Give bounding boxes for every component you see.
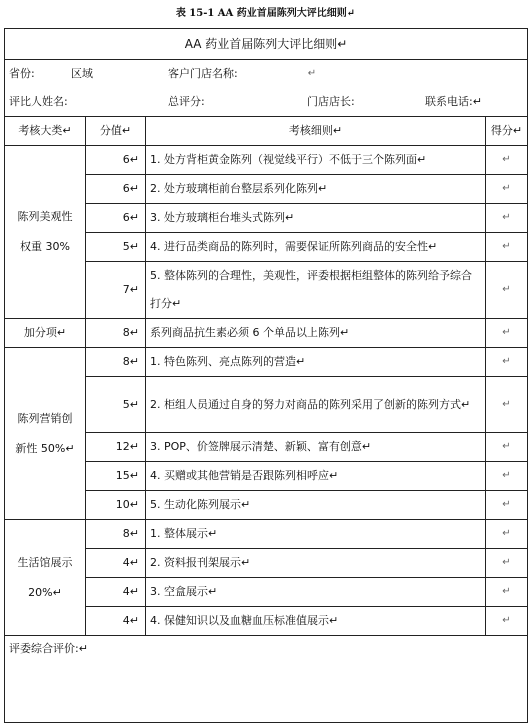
- criteria-cell: 3. POP、价签牌展示清楚、新颖、富有创意↵: [146, 433, 486, 462]
- score-cell: 5↵: [86, 233, 146, 262]
- overall-evaluation[interactable]: 评委综合评价:↵: [5, 636, 528, 723]
- store-name-label: 客户门店名称:: [168, 67, 238, 80]
- score-cell: 12↵: [86, 433, 146, 462]
- category-cell: 生活馆展示 20%↵: [5, 520, 86, 636]
- province-label: 省份:: [9, 67, 35, 80]
- score-cell: 4↵: [86, 549, 146, 578]
- category-cell: 陈列美观性 权重 30%: [5, 146, 86, 319]
- score-cell: 6↵: [86, 146, 146, 175]
- score-cell: 6↵: [86, 204, 146, 233]
- score-cell: 10↵: [86, 491, 146, 520]
- evaluation-table: [4, 28, 528, 723]
- criteria-cell: 5. 整体陈列的合理性，美观性，评委根据柜组整体的陈列给予综合打分↵: [146, 262, 486, 319]
- result-cell: ↵: [486, 377, 528, 433]
- result-cell: ↵: [486, 319, 528, 348]
- score-cell: 6↵: [86, 175, 146, 204]
- score-cell: 4↵: [86, 578, 146, 607]
- reviewer-label: 评比人姓名:: [9, 95, 68, 108]
- header-score: 分值↵: [86, 117, 146, 146]
- header-category: 考核大类↵: [5, 117, 86, 146]
- result-cell: ↵: [486, 520, 528, 549]
- score-cell: 5↵: [86, 377, 146, 433]
- score-cell: 8↵: [86, 348, 146, 377]
- criteria-cell: 1. 特色陈列、亮点陈列的营造↵: [146, 348, 486, 377]
- result-cell: ↵: [486, 462, 528, 491]
- phone-label: 联系电话:↵: [425, 95, 482, 108]
- result-cell: ↵: [486, 233, 528, 262]
- result-cell: ↵: [486, 491, 528, 520]
- region-label: 区域: [71, 67, 93, 80]
- category-cell: 加分项↵: [5, 319, 86, 348]
- criteria-cell: 2. 柜组人员通过自身的努力对商品的陈列采用了创新的陈列方式↵: [146, 377, 486, 433]
- total-score-label: 总评分:: [168, 95, 205, 108]
- score-cell: 4↵: [86, 607, 146, 636]
- criteria-cell: 5. 生动化陈列展示↵: [146, 491, 486, 520]
- header-details: 考核细则↵: [146, 117, 486, 146]
- criteria-cell: 4. 保健知识以及血糖血压标准值展示↵: [146, 607, 486, 636]
- header-result: 得分↵: [486, 117, 528, 146]
- result-cell: ↵: [486, 348, 528, 377]
- result-cell: ↵: [486, 607, 528, 636]
- criteria-cell: 4. 买赠或其他营销是否跟陈列相呼应↵: [146, 462, 486, 491]
- result-cell: ↵: [486, 433, 528, 462]
- store-name-mark: ↵: [307, 68, 317, 79]
- criteria-cell: 2. 处方玻璃柜前台整层系列化陈列↵: [146, 175, 486, 204]
- score-cell: 8↵: [86, 319, 146, 348]
- criteria-cell: 2. 资料报刊架展示↵: [146, 549, 486, 578]
- criteria-cell: 3. 处方玻璃柜台堆头式陈列↵: [146, 204, 486, 233]
- criteria-cell: 1. 处方背柜黄金陈列（视觉线平行）不低于三个陈列面↵: [146, 146, 486, 175]
- result-cell: ↵: [486, 262, 528, 319]
- criteria-cell: 4. 进行品类商品的陈列时，需要保证所陈列商品的安全性↵: [146, 233, 486, 262]
- criteria-cell: 1. 整体展示↵: [146, 520, 486, 549]
- category-cell: 陈列营销创 新性 50%↵: [5, 348, 86, 520]
- score-cell: 7↵: [86, 262, 146, 319]
- result-cell: ↵: [486, 146, 528, 175]
- table-title: AA 药业首届陈列大评比细则↵: [5, 29, 528, 60]
- store-manager-label: 门店店长:: [307, 95, 355, 108]
- score-cell: 8↵: [86, 520, 146, 549]
- result-cell: ↵: [486, 204, 528, 233]
- result-cell: ↵: [486, 549, 528, 578]
- result-cell: ↵: [486, 175, 528, 204]
- criteria-cell: 系列商品抗生素必须 6 个单品以上陈列↵: [146, 319, 486, 348]
- criteria-cell: 3. 空盒展示↵: [146, 578, 486, 607]
- score-cell: 15↵: [86, 462, 146, 491]
- result-cell: ↵: [486, 578, 528, 607]
- table-caption: 表 15-1 AA 药业首届陈列大评比细则↵: [175, 8, 356, 19]
